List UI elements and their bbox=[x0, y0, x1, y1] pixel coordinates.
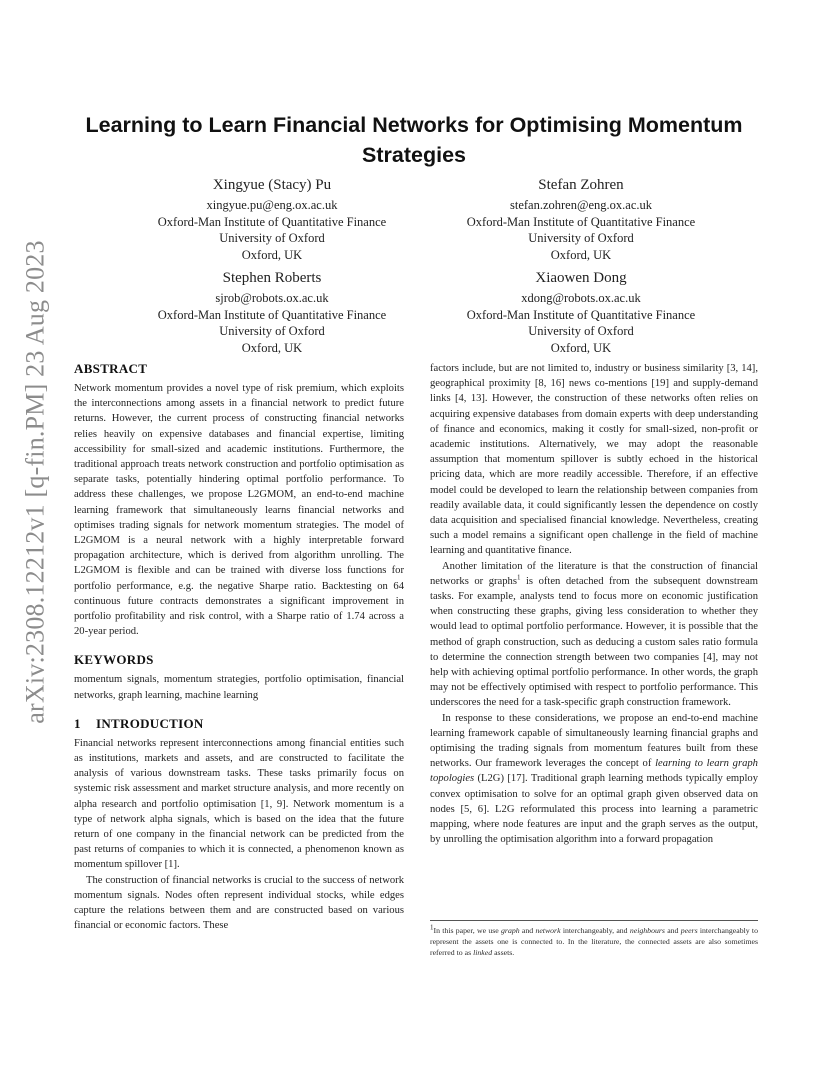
author-name: Xiaowen Dong bbox=[535, 270, 627, 286]
left-column bbox=[74, 361, 404, 934]
paragraph-text: In response to these considerations, we propose an end-to-end machine learning framework capable of simultaneously learning financial graphs and optimising the trading signals from momentum features built from these networks. Our framework leverages the concept of bbox=[430, 712, 758, 770]
footnote-text: interchangeably, and bbox=[560, 926, 630, 935]
abstract-heading: ABSTRACT bbox=[74, 361, 148, 376]
author-location: Oxford, UK bbox=[550, 340, 612, 355]
paragraph-text: is often detached from the subsequent downstream tasks. For example, analysts tend to focus more on economic justification when constructing these graphs, giving less consideration to whether they would lead to optimal portfolio performance. However, it is possible that the method of graph construction, such as deducing a custom sales ratio formula to determine the connection strength between two companies [4], may not help with achieving optimal portfolio performance. In other words, the graph may not be effectively optimised with respect to portfolio performance. This underscores the need for a task-specific graph construction framework. bbox=[430, 575, 759, 709]
author-university: University of Oxford bbox=[219, 231, 325, 245]
keywords-text: momentum signals, momentum strategies, portfolio optimisation, financial networks, graph learning, machine learning bbox=[74, 674, 404, 701]
author-block bbox=[107, 176, 437, 263]
footnote-emphasis: peers bbox=[680, 926, 698, 935]
author-name: Xingyue (Stacy) Pu bbox=[212, 177, 332, 193]
footnote-text: and bbox=[664, 926, 681, 935]
author-institute: Oxford-Man Institute of Quantitative Finance bbox=[466, 307, 696, 322]
author-institute: Oxford-Man Institute of Quantitative Finance bbox=[466, 214, 696, 229]
author-university: University of Oxford bbox=[528, 324, 634, 338]
paragraph-text: (L2G) [17]. Traditional graph learning methods typically employ convex optimisation to solve for an optimal graph given observed data on nodes [5, 6]. L2G reformulated this process into learning a parametric mapping, where node features are input and the graph serves as the output, by unrolling the optimisation algorithm into a forward propagation bbox=[430, 773, 758, 846]
author-email: xingyue.pu@eng.ox.ac.uk bbox=[206, 198, 338, 212]
author-block bbox=[107, 269, 437, 356]
paragraph-text: Another limitation of the literature is that the construction of financial networks or graphs bbox=[430, 560, 758, 587]
body-paragraph bbox=[430, 711, 758, 848]
footnote-emphasis: neighbours bbox=[629, 926, 665, 935]
footnote-text: and bbox=[519, 926, 536, 935]
body-paragraph bbox=[430, 559, 758, 711]
section-number: 1 bbox=[74, 715, 81, 731]
footnote-text: In this paper, we use bbox=[433, 926, 502, 935]
arxiv-stamp-text: arXiv:2308.12212v1 [q-fin.PM] 23 Aug 2023 bbox=[21, 240, 50, 724]
author-institute: Oxford-Man Institute of Quantitative Finance bbox=[157, 214, 387, 229]
introduction-heading bbox=[74, 716, 404, 732]
author-name: Stephen Roberts bbox=[222, 270, 322, 286]
author-location: Oxford, UK bbox=[241, 340, 303, 355]
author-university: University of Oxford bbox=[528, 231, 634, 245]
author-name: Stefan Zohren bbox=[538, 177, 624, 193]
footnote-marker: 1 bbox=[516, 573, 521, 582]
section-title: INTRODUCTION bbox=[96, 715, 204, 731]
intro-paragraph: Financial networks represent interconnections among financial entities such as institutions, markets and assets, and are constructed to facilitate the analysis of various downstream tasks. These tasks primarily focus on systemic risk assessment and market structure analysis, and more recently on alpha research and portfolio optimisation [1, 9]. Network momentum is a type of network alpha signals, which is based on the idea that the future return of one company in the financial network can be predicted from the past returns of companies to which it is connected, a phenomenon known as momentum spillover [1]. bbox=[74, 737, 404, 871]
abstract-text: Network momentum provides a novel type of risk premium, which exploits the interconnections among assets in a financial network to predict future returns. However, the current process of constructing financial networks relies heavily on expensive databases and financial expertise, limiting accessibility for small-sized and academic institutions. Furthermore, the traditional approach treats network construction and portfolio optimisation as separate tasks, potentially hindering optimal portfolio performance. To address these challenges, we propose L2GMOM, an end-to-end machine learning framework that simultaneously learns financial networks and optimises trading signals for network momentum strategies. The model of L2GMOM is a neural network with a highly interpretable forward propagation architecture, which is derived from algorithm unrolling. The L2GMOM is flexible and can be trained with diverse loss functions for portfolio performance, e.g. the negative Sharpe ratio. Backtesting on 64 continuous future contracts demonstrates a significant improvement in portfolio profitability and risk control, with a Sharpe ratio of 1.74 across a 20-year period. bbox=[74, 383, 404, 638]
author-institute: Oxford-Man Institute of Quantitative Finance bbox=[157, 307, 387, 322]
right-column bbox=[430, 361, 758, 848]
author-email: sjrob@robots.ox.ac.uk bbox=[215, 291, 329, 305]
footnote-emphasis: network bbox=[535, 926, 561, 935]
author-university: University of Oxford bbox=[219, 324, 325, 338]
footnote-text: assets. bbox=[492, 948, 515, 957]
author-location: Oxford, UK bbox=[550, 247, 612, 262]
author-email: xdong@robots.ox.ac.uk bbox=[521, 291, 641, 305]
footnote-emphasis: graph bbox=[501, 926, 520, 935]
footnote-mark: 1 bbox=[430, 923, 434, 932]
author-email: stefan.zohren@eng.ox.ac.uk bbox=[509, 198, 652, 212]
body-paragraph: factors include, but are not limited to, industry or business similarity [3, 14], geographical proximity [8, 16] news co-mentions [19] and supply-demand links [4, 13]. However, the construction of these networks often relies on acquiring expensive databases from domain experts with deep understanding of finance and economics, making it costly for small-sized, non-profit or academic institutions. Alternatively, we may adopt the reasonable assumption that momentum spillover is subtly echoed in the historical pricing data, which are more readily accessible. Therefore, if an effective model could be developed to learn the relationship between companies from readily available data, it could significantly lessen the dependence on costly data acquisition and specialised financial knowledge. Nevertheless, creating such a model remains a significant open challenge in the field of machine learning and quantitative finance. bbox=[430, 363, 758, 557]
paper-title: Learning to Learn Financial Networks for Optimising Momentum Strategies bbox=[85, 113, 743, 167]
footnote-text: interchangeably to represent the assets one is connected to. In the literature, the connected assets are also sometimes referred to as bbox=[430, 926, 758, 957]
arxiv-stamp bbox=[12, 240, 60, 724]
author-location: Oxford, UK bbox=[241, 247, 303, 262]
emphasis-text: learning to learn graph topologies bbox=[430, 758, 758, 785]
footnote-emphasis: linked bbox=[473, 948, 493, 957]
author-block bbox=[416, 269, 746, 356]
author-block bbox=[416, 176, 746, 263]
intro-paragraph: The construction of financial networks is crucial to the success of network momentum signals. Nodes often represent individual stocks, while edges capture the relations between them and are constructed based on various financial or economic factors. These bbox=[74, 874, 404, 932]
keywords-heading: KEYWORDS bbox=[74, 652, 154, 668]
footnote bbox=[430, 920, 758, 958]
